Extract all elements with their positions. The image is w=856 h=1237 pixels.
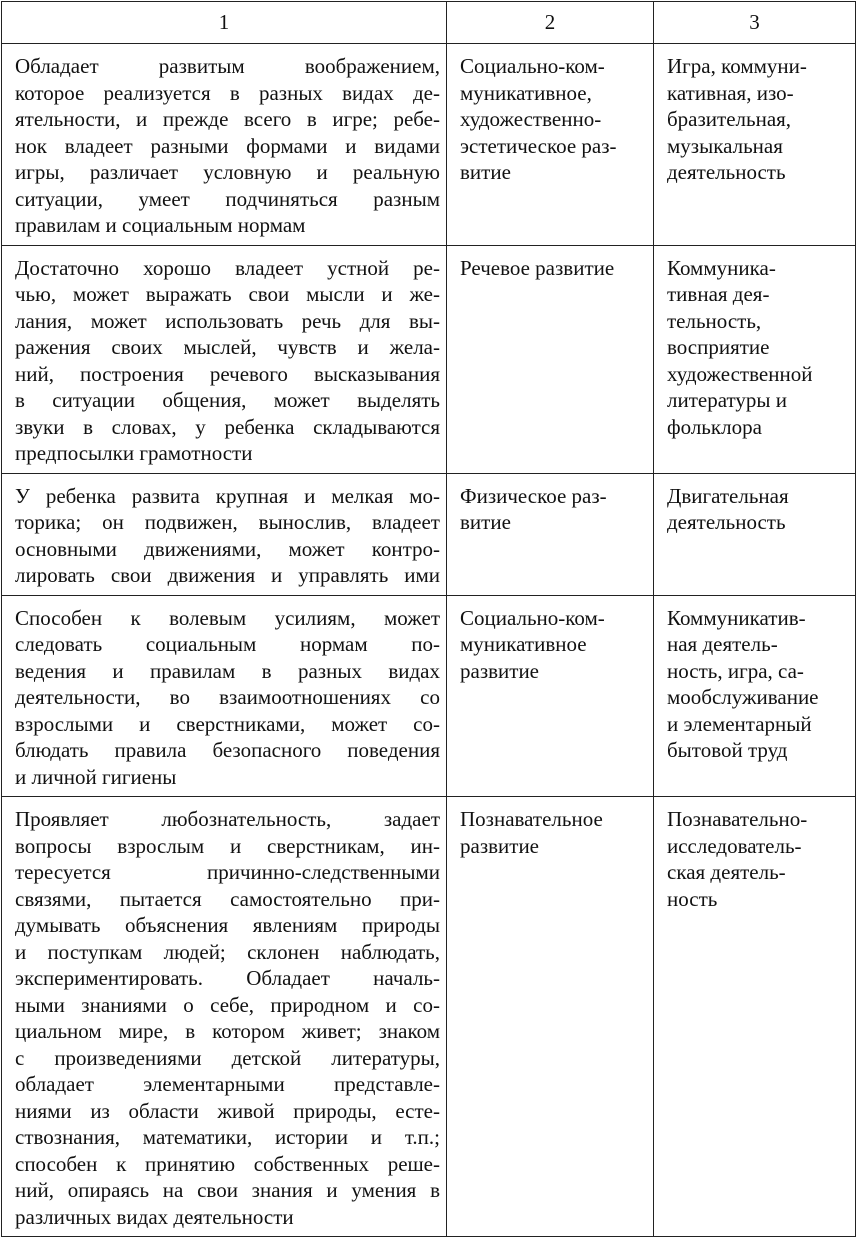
area-cell	[447, 595, 654, 797]
text-line: ний, опираясь на свои знания и умения в	[15, 1178, 440, 1202]
text-line: фольклора	[667, 414, 762, 439]
text-line: эстетическое раз-	[460, 133, 617, 158]
description-cell	[2, 595, 447, 797]
text-line: Двигательная	[667, 483, 789, 508]
text-line: деятельность	[667, 510, 786, 534]
text-line: Способен к волевым усилиям, может	[15, 605, 440, 630]
text-line: Коммуника-	[667, 255, 776, 280]
header-row	[2, 2, 856, 44]
text-line: восприятие	[667, 335, 770, 359]
text-line: связями, пытается самостоятельно при-	[15, 886, 440, 911]
text-line: развитие	[460, 833, 540, 858]
text-line: Речевое развитие	[460, 255, 615, 280]
text-line: ность, игра, са-	[667, 658, 804, 683]
text-line: Познавательное	[460, 807, 603, 831]
text-line: ствознания, математики, истории и т.п.;	[15, 1125, 440, 1149]
column-number-1: 1	[2, 2, 447, 44]
text-line: лания, может использовать речь для вы-	[15, 308, 440, 333]
text-line: витие	[460, 160, 511, 184]
text-line: Коммуникатив-	[667, 605, 806, 630]
activity-cell	[654, 473, 856, 595]
activity-cell	[654, 595, 856, 797]
text-line: Познавательно-	[667, 807, 808, 831]
text-line: ражения своих мыслей, чувств и жела-	[15, 335, 440, 359]
text-line: ний, построения речевого высказывания	[15, 361, 440, 386]
table-row	[2, 245, 856, 473]
description-cell	[2, 797, 447, 1237]
text-line: музыкальная	[667, 133, 783, 158]
text-line: кативная, изо-	[667, 80, 794, 105]
text-line: ская деятель-	[667, 860, 786, 884]
table-row	[2, 473, 856, 595]
text-line: чью, может выражать свои мысли и же-	[15, 282, 440, 306]
text-line: обладает элементарными представле-	[15, 1072, 440, 1096]
text-line: тивная дея-	[667, 282, 770, 306]
text-line: правилам и социальным нормам	[15, 213, 306, 237]
text-line: в ситуации общения, может выделять	[15, 388, 440, 412]
text-line: следовать социальным нормам по-	[15, 632, 440, 656]
text-line: Физическое раз-	[460, 483, 607, 508]
text-line: блюдать правила безопасного поведения	[15, 738, 440, 762]
text-line: деятельности, во взаимоотношениях со	[15, 685, 440, 709]
text-line: Обладает развитым воображением,	[15, 54, 440, 78]
text-line: Социально-ком-	[460, 54, 605, 78]
text-line: и поступкам людей; склонен наблюдать,	[15, 939, 440, 964]
activity-cell	[654, 44, 856, 246]
text-line: которое реализуется в разных видах де-	[15, 80, 440, 105]
text-line: витие	[460, 510, 511, 534]
area-cell	[447, 797, 654, 1237]
text-line: основными движениями, может контро-	[15, 536, 440, 561]
text-line: различных видах деятельности	[15, 1204, 294, 1229]
text-line: ность	[667, 886, 718, 911]
text-line: деятельность	[667, 160, 786, 184]
description-cell	[2, 473, 447, 595]
text-line: экспериментировать. Обладает началь-	[15, 966, 440, 990]
text-line: вопросы взрослым и сверстникам, ин-	[15, 833, 440, 858]
text-line: ситуации, умеет подчиняться разным	[15, 186, 440, 211]
text-line: звуки в словах, у ребенка складываются	[15, 414, 440, 439]
text-line: предпосылки грамотности	[15, 441, 253, 465]
table-row	[2, 44, 856, 246]
text-line: ведения и правилам в разных видах	[15, 658, 440, 683]
table-row	[2, 595, 856, 797]
description-cell	[2, 245, 447, 473]
activity-cell	[654, 245, 856, 473]
text-line: ниями из области живой природы, есте-	[15, 1098, 440, 1123]
text-line: лировать свои движения и управлять ими	[15, 563, 440, 587]
text-line: ная деятель-	[667, 632, 778, 656]
area-cell	[447, 44, 654, 246]
text-line: Проявляет любознательность, задает	[15, 807, 440, 831]
text-line: У ребенка развита крупная и мелкая мо-	[15, 483, 440, 508]
text-line: ными знаниями о себе, природном и со-	[15, 992, 440, 1017]
text-line: развитие	[460, 658, 540, 683]
text-line: литературы и	[667, 388, 787, 412]
text-line: думывать объяснения явлениям природы	[15, 913, 440, 937]
requirements-table	[1, 1, 856, 1237]
text-line: нок владеет разными формами и видами	[15, 133, 440, 158]
text-line: бытовой труд	[667, 738, 788, 762]
text-line: игры, различает условную и реальную	[15, 160, 440, 184]
text-line: бразительная,	[667, 107, 792, 131]
text-line: торика; он подвижен, вынослив, владеет	[15, 510, 440, 534]
text-line: ятельности, и прежде всего в игре; ребе-	[15, 107, 440, 131]
text-line: циальном мире, в котором живет; знаком	[15, 1019, 440, 1043]
text-line: Социально-ком-	[460, 605, 605, 630]
text-line: и личной гигиены	[15, 764, 177, 789]
text-line: мообслуживание	[667, 685, 819, 709]
area-cell	[447, 473, 654, 595]
text-line: и элементарный	[667, 711, 812, 736]
text-line: художественно-	[460, 107, 602, 131]
text-line: способен к принятию собственных реше-	[15, 1151, 440, 1176]
text-line: муникативное,	[460, 80, 592, 105]
text-line: тельность,	[667, 308, 762, 333]
text-line: муникативное	[460, 632, 587, 656]
text-line: тересуется причинно-следственными	[15, 860, 440, 884]
text-line: исследователь-	[667, 833, 802, 858]
text-line: взрослыми и сверстниками, может со-	[15, 711, 440, 736]
description-cell	[2, 44, 447, 246]
text-line: художественной	[667, 361, 813, 386]
table-row	[2, 797, 856, 1237]
column-number-3: 3	[654, 2, 856, 44]
area-cell	[447, 245, 654, 473]
text-line: Достаточно хорошо владеет устной ре-	[15, 255, 440, 280]
activity-cell	[654, 797, 856, 1237]
column-number-2: 2	[447, 2, 654, 44]
text-line: с произведениями детской литературы,	[15, 1045, 440, 1070]
text-line: Игра, коммуни-	[667, 54, 807, 78]
